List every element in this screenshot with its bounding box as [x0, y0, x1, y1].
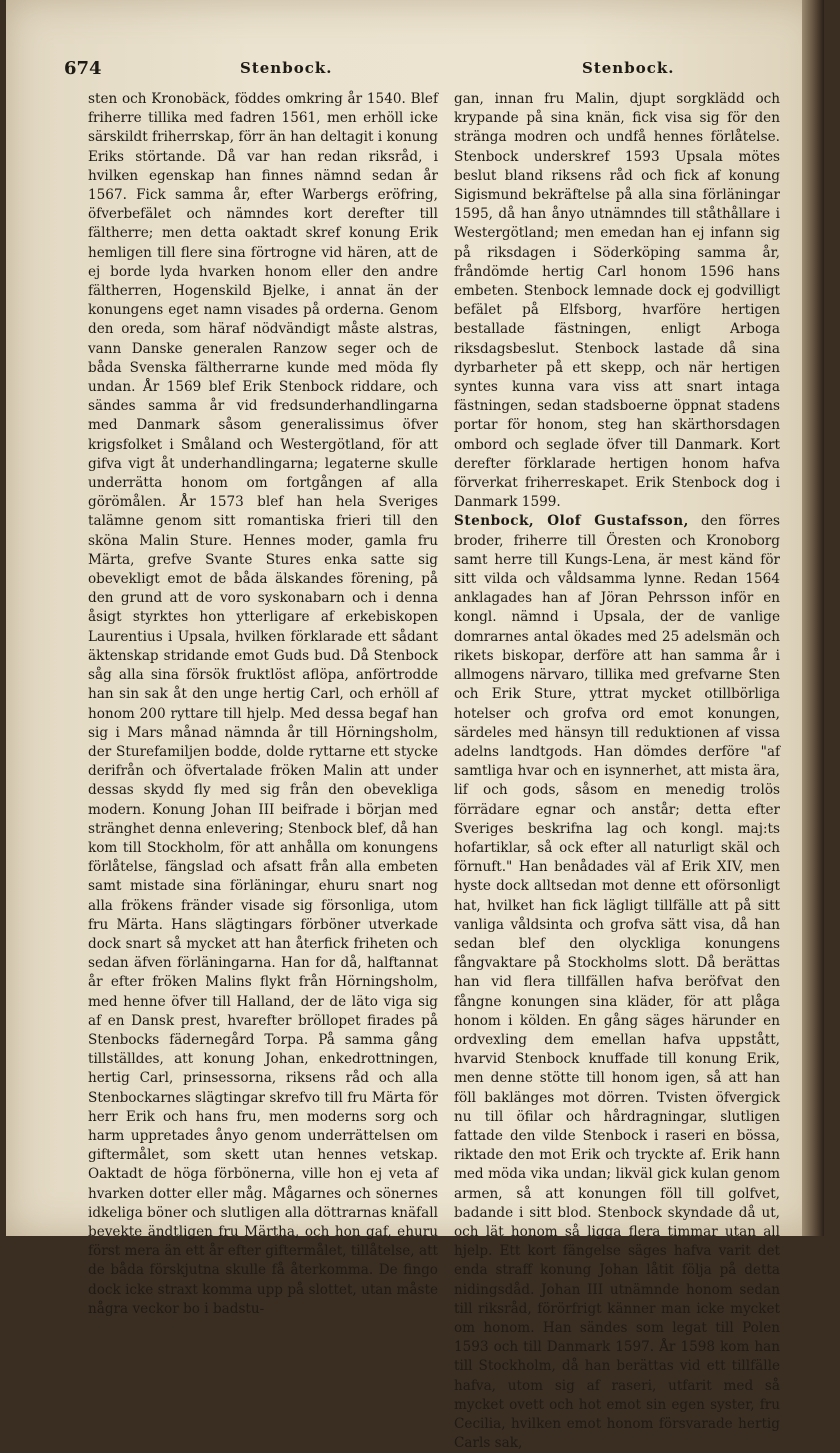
- right-column: [454, 90, 780, 1452]
- entry-headword: Stenbock, Olof Gustafsson,: [454, 513, 689, 530]
- entry-olof-gustafsson: [454, 512, 780, 1453]
- book-page: [6, 0, 824, 1452]
- page-number: 674: [64, 58, 102, 79]
- right-column-paragraph: gan, innan fru Malin, djupt sorgklädd och krypande på sina knän, fick visa sig för den stränga modren och undfå hennes förlåtelse. Stenbock underskref 1593 Upsala mötes beslut bland riksens råd och fick af konung Sigismund bekräftelse på alla sina förläningar 1595, då han ånyo utnämndes till ståthållare i Westergötland; men emedan han ej infann sig på riksdagen i Söderköping samma år, fråndömde hertig Carl honom 1596 hans embeten. Stenbock lemnade dock ej godvilligt befälet på Elfsborg, hvarföre hertigen bestallade fästningen, enligt Arboga riksdagsbeslut. Stenbock lastade då sina dyrbarheter på ett skepp, och när hertigen syntes kunna vara viss att snart intaga fästningen, sedan stadsboerne öppnat stadens portar för honom, steg han skärthorsdagen ombord och seglade öfver till Danmark. Kort derefter förklarade hertigen honom hafva förverkat friherreskapet. Erik Stenbock dog i Danmark 1599.: [454, 91, 780, 511]
- page-edge: [802, 0, 824, 1236]
- left-column: [88, 90, 438, 1317]
- running-head-left: Stenbock.: [240, 59, 333, 77]
- entry-text: den förres broder, friherre till Öresten och Kronoborg samt herre till Kungs-Lena, är mest känd för sitt vilda och våldsamma lynne. Redan 1564 anklagades han af Jöran Pehrsson inför en kongl. nämnd i Upsala, der de vanlige domrarnes antal ökades med 25 adelsmän och rikets biskopar, derföre att han samma år i allmogens närvaro, tillika med grefvarne Sten och Erik Sture, yttrat mycket otillbörliga hotelser och grofva ord emot konungen, särdeles med hänsyn till reduktionen af vissa adelns landtgods. Han dömdes derföre "af samtliga hvar och en isynnerhet, att mista ära, lif och gods, såsom en menedig trolös förrädare egnar och anstår; detta efter Sveriges beskrifna lag och kongl. maj:ts hofartiklar, så ock efter all naturligt skäl och förnuft." Han benådades väl af Erik XIV, men hyste dock alltsedan mot denne ett oförsonligt hat, hvilket han fick lägligt tillfälle att på sitt vanliga våldsinta och grofva sätt visa, då han sedan blef den olyckliga konungens fångvaktare på Stockholms slott. Då berättas han vid flera tillfällen hafva beröfvat den fångne konungen sina kläder, för att plåga honom i kölden. En gång säges härunder en ordvexling dem emellan hafva uppstått, hvarvid Stenbock knuffade till konung Erik, men denne stötte till honom igen, så att han föll baklänges mot dörren. Tvisten öfvergick nu till öfilar och hårdragningar, slutligen fattade den vilde Stenbock i raseri en bössa, riktade den mot Erik och tryckte af. Erik hann med möda vika undan; likväl gick kulan genom armen, så att konungen föll till golfvet, badande i sitt blod. Stenbock skyndade då ut, och lät honom så ligga flera timmar utan all hjelp. Ett kort fängelse säges hafva varit det enda straff konung Johan låtit följa på detta nidingsdåd. Johan III utnämnde honom sedan till riksråd, förörfrigt känner man icke mycket om honom. Han sändes som legat till Polen 1593 och till Danmark 1597. År 1598 kom han till Stockholm, då han berättas vid ett tillfälle hafva, utom sig af raseri, utfarit med så mycket ovett och hot emot sin egen syster, fru Cecilia, hvilken emot honom försvarade hertig Carls sak,: [454, 513, 780, 1452]
- running-header: [6, 58, 824, 82]
- left-column-text: sten och Kronobäck, föddes omkring år 1540. Blef friherre tillika med fadren 1561, men erhöll icke särskildt friherrskap, förr än han deltagit i konung Eriks störtande. Då var han redan riksråd, i hvilken egenskap han finnes nämnd sedan år 1567. Fick samma år, efter Warbergs eröfring, öfverbefälet och nämndes kort derefter till fältherre; men detta oaktadt skref konung Erik hemligen till flere sina förtrogne vid hären, att de ej borde lyda hvarken honom eller den andre fältherren, Hogenskild Bjelke, i annat än der konungens eget namn visades på orderna. Genom den oreda, som häraf nödvändigt måste alstras, vann Danske generalen Ranzow seger och de båda Svenska fältherrarne kunde med möda fly undan. År 1569 blef Erik Stenbock riddare, och sändes samma år vid fredsunderhandlingarna med Danmark såsom generalissimus öfver krigsfolket i Småland och Westergötland, för att gifva vigt åt underhandlingarna; legaterne skulle underrätta honom om fortgången af alla görömålen. År 1573 blef han hela Sveriges talämne genom sitt romantiska frieri till den sköna Malin Sture. Hennes moder, gamla fru Märta, grefve Svante Stures enka satte sig obevekligt emot de båda älskandes förening, på den grund att de voro syskonabarn och i denna åsigt styrktes hon ytterligare af erkebiskopen Laurentius i Upsala, hvilken förklarade ett sådant äktenskap stridande emot Guds bud. Då Stenbock såg alla sina försök fruktlöst aflöpa, anförtrodde han sin sak åt den unge hertig Carl, och erhöll af honom 200 ryttare till hjelp. Med dessa begaf han sig i Mars månad nämnda år till Hörningsholm, der Sturefamiljen bodde, dolde ryttarne ett stycke derifrån och öfvertalade fröken Malin att under dessas skydd fly med sig från den obevekliga modern. Konung Johan III beifrade i början med stränghet denna enlevering; Stenbock blef, då han kom till Stockholm, för att anhålla om konungens förlåtelse, fängslad och afsatt från alla embeten samt mistade sina förläningar, ehuru snart nog alla frökens fränder visade sig försonliga, utom fru Märta. Hans slägtingars förböner utverkade dock snart så mycket att han återfick friheten och sedan äfven förläningarna. Han for då, halftannat år efter fröken Malins flykt från Hörningsholm, med henne öfver till Halland, der de läto viga sig af en Dansk prest, hvarefter bröllopet firades på Stenbocks fädernegård Torpa. På samma gång tillställdes, att konung Johan, enkedrottningen, hertig Carl, prinsessorna, riksens råd och alla Stenbockarnes slägtingar skrefvo till fru Märta för herr Erik och hans fru, men moderns sorg och harm uppretades ånyo genom underrättelsen om giftermålet, som skett utan hennes vetskap. Oaktadt de höga förbönerna, ville hon ej veta af hvarken dotter eller måg. Mågarnes och sönernes idkeliga böner och slutligen alla döttrarnas knäfall bevekte ändtligen fru Märtha, och hon gaf, ehuru först mera än ett år efter giftermålet, tillåtelse, att de båda förskjutna skulle få återkomma. De fingo dock icke straxt komma upp på slottet, utan måste några veckor bo i badstu-: [88, 91, 438, 1317]
- running-head-right: Stenbock.: [582, 59, 675, 77]
